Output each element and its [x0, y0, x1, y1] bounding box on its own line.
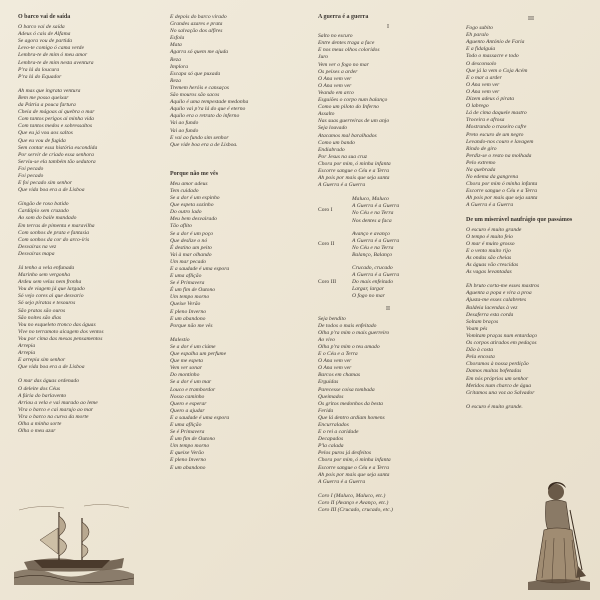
lyric-line: Olha o meu azar — [18, 428, 56, 435]
lyric-line: E pleno Inverno — [170, 457, 207, 464]
lyric-line: Ardeu sem velas nem fronha — [18, 279, 82, 286]
lyric-line: Implora — [170, 63, 189, 70]
column-3-stanza-1 — [318, 33, 458, 189]
lyric-line: São mouros são sacos — [170, 92, 220, 99]
lyric-line: Sem contar essa história escondida — [18, 144, 98, 151]
chorus-line: Nos dentes a faca — [352, 217, 392, 224]
lyric-line: E a saudade é uma espora — [170, 414, 230, 421]
column-2-stanzas — [170, 181, 300, 472]
song-title-1: O barco vai de saída — [18, 14, 71, 20]
lyric-line: O Ana vem ver — [318, 75, 352, 82]
lyric-line: Que espalha um perfume — [170, 351, 227, 358]
woman-figure-engraving-illustration — [524, 470, 594, 590]
lyric-line: De todos o mais enfeitado — [318, 322, 377, 329]
chorus-lines — [352, 231, 458, 259]
chorus-label: Coro II — [318, 241, 335, 248]
lyric-line: Desvairas na vez — [18, 243, 57, 250]
song-title-3: A guerra é a guerra — [318, 14, 369, 20]
lyric-line: Atacamos mal baralhados — [318, 132, 377, 139]
lyric-line: Ah pois por mais que seja santa — [318, 471, 390, 478]
lyric-line: Queimados — [318, 393, 344, 400]
lyric-line: Se é Primavera — [170, 429, 205, 436]
lyric-line: Reza — [170, 56, 181, 63]
lyric-line: O escuro é muito grande — [466, 226, 522, 233]
lyric-line: Pelo extremo — [466, 159, 496, 166]
lyric-line: Ah mas que ingrata ventura — [18, 87, 81, 94]
lyric-line: O mar é muito grosso — [466, 240, 515, 247]
lyric-line: Voam pés — [466, 325, 488, 332]
lyric-line: E um abandono — [170, 464, 206, 471]
lyric-line: Marinho sem vergonha — [18, 272, 70, 279]
lyric-line: Juro — [318, 54, 329, 61]
lyric-line: E arrepia sim senhor — [18, 357, 66, 364]
lyric-line: Ah pois por mais que seja santa — [318, 175, 390, 182]
lyric-line: Vai ao fundo — [170, 127, 199, 134]
lyric-line: Meu amor adeus — [170, 180, 208, 187]
lyric-line: São pratas são ouros — [18, 307, 66, 314]
lyric-line: Por Jesus na sua cruz — [318, 153, 368, 160]
lyric-line: Se agora vou de partida — [18, 38, 73, 45]
chorus-label: Coro III — [318, 279, 337, 286]
lyric-line: Escorre sangue o Céu e a Terra — [318, 464, 390, 471]
stanza — [18, 24, 148, 81]
lyric-line: Decapados — [318, 436, 344, 443]
lyric-line: Ao som do baile mandado — [18, 215, 77, 222]
lyric-line: Chora por mim, ó minha infanta — [318, 160, 391, 167]
lyric-line: Assalto — [318, 111, 335, 118]
lyric-line: Já tenho a vela enfunada — [18, 265, 75, 271]
lyric-line: Pela encosta — [466, 354, 495, 361]
ship-engraving-illustration — [14, 500, 134, 585]
lyric-line: Os corpos atirados em pedaços — [466, 340, 537, 347]
lyric-line: Nosso caminho — [170, 393, 205, 400]
lyric-line: O Ana vem ver — [466, 81, 500, 88]
stanza — [18, 265, 148, 371]
chorus-line: No Céu e na Terra — [352, 210, 394, 217]
lyric-line: Vem ver o fogo no mar — [318, 61, 369, 68]
lyric-line: Um tempo morno — [170, 294, 210, 301]
lyric-line: Lembra-te de mim ó meu amor — [18, 52, 88, 59]
column-4-stanza-5 — [466, 283, 596, 397]
lyric-line: E o vento muito rijo — [466, 247, 511, 254]
stanza — [18, 201, 148, 258]
lyric-line: Que vida boa era a de Lisboa — [18, 364, 85, 371]
lyric-line: Levando-nos couro e lavagem — [466, 138, 534, 145]
lyric-line: E um abandono — [170, 315, 206, 322]
lyric-line: No salvação dos alfires — [170, 28, 223, 35]
stanza — [18, 88, 148, 194]
lyric-line: Mostrando o traseiro cafre — [466, 124, 527, 131]
chorus-block — [318, 196, 458, 224]
lyric-line: E uma aflição — [170, 421, 202, 428]
lyric-line: Quero e esperar — [170, 400, 207, 407]
lyric-line: Veando em arco — [318, 89, 354, 96]
lyric-line: Com tantos perigos ai minha vida — [18, 116, 94, 123]
lyric-line: Escorre sangue o Céu e a Terra — [318, 167, 390, 174]
lyric-line: Um mar pecado — [170, 258, 207, 265]
column-2-top-stanzas — [170, 14, 300, 149]
lyric-line: Esfola — [170, 35, 185, 42]
lyric-line: Salto no escuro — [318, 33, 353, 40]
lyric-line: Damos muitas bofetadas — [466, 368, 522, 375]
lyric-line: Foi pecado — [18, 165, 44, 172]
lyric-line: Barcos em chamas — [318, 372, 361, 379]
lyric-line: Mata — [170, 42, 182, 49]
stanza — [170, 14, 300, 149]
lyric-line: Fogo subito — [466, 25, 493, 32]
lyric-line: Seja bendito — [318, 315, 346, 322]
lyric-line: Vomitam praças num entardaço — [466, 332, 538, 339]
lyric-line: Seja louvado — [318, 125, 348, 132]
lyric-line: É um fim de Outono — [170, 436, 216, 443]
lyric-line: Dão à costa — [466, 347, 494, 354]
column-3-stanza-2 — [318, 316, 458, 486]
lyric-line: O Ana vem ver — [318, 365, 352, 372]
lyric-line: O tempo é muito feio — [466, 233, 513, 240]
lyric-line: Baldeia lacendas à vez — [466, 304, 518, 311]
closing-line: O escuro é muito grande. — [466, 403, 523, 410]
lyric-line: Ah pois por mais que seja santa — [466, 195, 538, 202]
lyric-line: Vou no esqueleto tronco das águas — [18, 321, 96, 328]
chorus-line: Avanço e avanço — [352, 230, 390, 237]
lyric-line: Que vida boa era a de Lisboa — [18, 187, 85, 194]
lyric-line: Troceira e afrosa — [466, 117, 505, 124]
lyric-line: O labrego — [466, 103, 489, 110]
lyric-line: Malestio — [170, 336, 190, 343]
lyric-line: Vira o barco e cai marujo ao mar — [18, 406, 94, 413]
lyric-line: São noites são dias — [18, 314, 62, 321]
lyric-line: O Ana vem ver — [318, 82, 352, 89]
stanza — [170, 181, 300, 330]
lyric-line: E queixe Verão — [170, 450, 204, 457]
lyric-line: Se a dor é um poço — [170, 230, 214, 237]
column-4-stanza-4 — [466, 227, 596, 277]
chorus-line: A Guerra é a Guerra — [352, 203, 400, 210]
lyric-line: Queixe Verão — [170, 301, 201, 308]
lyric-line: Vai à mar olhando — [170, 251, 212, 258]
lyric-line: Bem me posso queixar — [18, 94, 69, 101]
lyric-line: Arrepia — [18, 343, 36, 350]
lyric-line: Escorre sangue o Céu e a Terra — [466, 188, 538, 195]
lyric-line: Dizem adeus ó pirata — [466, 96, 515, 103]
lyric-line: Que eu vou de fugida — [18, 137, 66, 144]
lyric-line: Pelos puros já desfeitos — [318, 450, 372, 457]
lyric-line: Que me espeta — [170, 358, 203, 365]
lyric-line: Adeus ó cais de Alfama — [18, 31, 71, 38]
lyric-line: Olha a minha sorte — [18, 420, 62, 427]
lyric-line: Se a dor é um mar — [170, 379, 212, 386]
column-4 — [466, 14, 596, 411]
lyric-line: Desaferra esta corda — [466, 311, 514, 318]
column-3-choruses — [318, 196, 458, 300]
lyric-line: Lá de cima daquele mastro — [466, 110, 527, 117]
chorus-line: O fogo no mar — [352, 293, 385, 300]
lyric-line: Agarra só quem me ajuda — [170, 49, 229, 56]
lyric-line: Erguidas — [318, 379, 339, 386]
lyric-line: Em terras de pimenta e maravilha — [18, 222, 95, 229]
lyric-line: Reza — [170, 77, 181, 84]
lyric-line: Olha p'ra mim o teu amado — [318, 343, 380, 350]
lyric-line: Quero a ajudar — [170, 407, 205, 414]
lyric-line: Os peixes a arder — [318, 68, 358, 75]
lyric-line: Vem ver sonar — [170, 365, 203, 372]
lyric-line: Que espeta sozinho — [170, 202, 214, 209]
lyric-line: E vai ao fundo sim senhor — [170, 134, 229, 141]
lyric-line: No edema da gangrena — [466, 174, 519, 181]
lyric-line: Arrepia — [18, 350, 36, 357]
lyric-line: Aquilo era o retrato do inferno — [170, 113, 240, 120]
lyric-line: E a fidalguia — [466, 46, 496, 53]
lyric-line: Entre dentes traga a face — [318, 40, 375, 47]
lyric-line: Que vide boa era a de Lisboa. — [170, 141, 238, 148]
section-numeral-1: I — [387, 24, 389, 31]
lyric-line: Chora por mim ó minha infanta — [466, 181, 538, 188]
lyric-line: Arriou a vela e vai murado ao leme — [18, 399, 98, 406]
lyric-line: Porque não me vês — [170, 322, 213, 329]
lyric-line: Encurralados — [318, 421, 349, 428]
lyric-line: Na quebrada — [466, 166, 496, 173]
lyric-line: Do outro lado — [170, 209, 202, 216]
lyric-line: Ao vivo — [318, 336, 335, 343]
lyric-line: P'ra lá da loucura — [18, 66, 60, 73]
chorus-reference: Coro III (Crucado, crucado, etc.) — [318, 507, 393, 513]
lyric-line: Rindo de giro — [466, 145, 497, 152]
lyric-line: Foi pecado — [18, 172, 44, 179]
lyric-line: E pleno Inverno — [170, 308, 207, 315]
lyric-line: A Guerra é a Guerra — [318, 478, 366, 485]
lyric-line: Perdiz-se o resto na molhada — [466, 152, 532, 159]
lyric-line: Levo-te comigo ó cama verde — [18, 45, 84, 52]
lyric-line: Escapa só que puxada — [170, 70, 221, 77]
lyric-line: Só vejo cores ai que desvario — [18, 293, 84, 300]
lyric-line: Que lá dentro ardiam homens — [318, 414, 385, 421]
lyric-line: Tremem heróis e cansaços — [170, 84, 229, 91]
lyric-line: Soltam braços — [466, 318, 499, 325]
lyric-line: As águas vão crescidas — [466, 262, 519, 269]
lyric-line: A fúria do barlavento — [18, 392, 67, 399]
lyric-line: Como um bando — [318, 139, 355, 146]
chorus-reference: Coro I (Maluco, Maluco, etc.) — [318, 492, 386, 499]
lyric-line: Se é Primavera — [170, 280, 205, 287]
lyric-line: Esguiões o corpo num balanço — [318, 97, 388, 104]
lyric-line: E depois do barco virado — [170, 14, 227, 20]
lyric-line: O mar das águas ordenado — [18, 378, 80, 385]
lyric-line: Em nós próprios um senhor — [466, 375, 529, 382]
song-title-2: Porque não me vês — [170, 170, 219, 177]
lyric-line: Gritamos una voz ao Salvador — [466, 389, 535, 396]
lyric-line: O desconsolo — [466, 60, 497, 67]
lyric-line: Aguento António de Faria — [466, 39, 525, 46]
chorus-block — [318, 231, 458, 259]
lyric-line: E nos meus olhos coloridos — [318, 47, 380, 54]
chorus-line: Crucado, crucado — [352, 265, 393, 271]
lyric-line: Por servir de criado essa senhora — [18, 151, 94, 158]
lyric-line: Só sejo piratas e tesouros — [18, 300, 76, 307]
stanza — [170, 337, 300, 472]
stanza — [18, 378, 148, 435]
lyric-line: O Ana vem ver — [466, 88, 500, 95]
lyric-line: Eh paralo — [466, 32, 489, 39]
lyric-line: O Ana vem ver — [318, 358, 352, 365]
chorus-lines — [352, 196, 458, 224]
lyric-line: Tão aflito — [170, 223, 192, 230]
lyric-line: Vou por cima das mesas pensamentos — [18, 335, 103, 342]
lyric-line: Aquilo é uma tempestade medonha — [170, 99, 249, 106]
column-4-stanza-3 — [466, 25, 596, 209]
lyric-line: P'la calada — [318, 443, 344, 450]
chorus-line: No Céu e na Terra — [352, 244, 394, 251]
lyric-line: Aquilo vai p'ra lá do que é eterno — [170, 106, 246, 113]
lyric-line: Cardápio sem cruzado — [18, 208, 69, 215]
lyric-line: Eh bruto corta-me esses mastros — [466, 283, 540, 290]
lyric-line: O deleite dos Céus — [18, 385, 61, 392]
lyric-line: Com sonhos da cor do arco-íris — [18, 236, 90, 243]
lyric-line: Chora por mim, ó minha infanta — [318, 457, 391, 464]
chorus-line: Maluco, Maluco — [352, 196, 389, 203]
lyric-line: E uma aflição — [170, 273, 202, 280]
chorus-reference: Coro II (Avanço e Avanço, etc.) — [318, 499, 389, 506]
lyric-line: E o rei a caridade — [318, 429, 359, 436]
column-3-chorus-refs — [318, 493, 458, 514]
lyric-line: É destino um peito — [170, 244, 212, 251]
chorus-block — [318, 265, 458, 300]
lyric-line: As vagas levantadas — [466, 269, 512, 276]
lyric-line: E o Céu e a Terra — [318, 351, 358, 358]
lyric-line: Ferida — [318, 407, 334, 414]
lyric-line: P'ra lá do Equador — [18, 73, 62, 80]
lyric-line: Se a dor é um ciúme — [170, 343, 216, 350]
lyric-line: Ajusta-me esses calabretes — [466, 297, 527, 304]
lyric-line: Nas suas guerreiras de um anjo — [318, 118, 390, 125]
lyric-line: Preto escuro de um negro — [466, 131, 524, 138]
lyric-line: Choramos à nossa perdição — [466, 361, 529, 368]
lyric-line: A Guerra é a Guerra — [466, 202, 514, 209]
lyric-line: Parecesse coisa tombada — [318, 386, 375, 393]
lyric-line: Cheia de mágoas ai quebra o mar — [18, 109, 95, 116]
chorus-line: A Guerra é a Guerra — [352, 272, 400, 279]
lyric-line: E a saudade é uma espora — [170, 266, 230, 272]
lyric-line: A Guerra é a Guerra — [318, 182, 366, 189]
chorus-line: Balanço, Balanço — [352, 251, 393, 258]
section-numeral-3: III — [528, 16, 534, 22]
lyric-line: Gingão de roxo batido — [18, 201, 69, 208]
column-3 — [318, 14, 458, 514]
lyric-line: Que já la vem o Coja Acém — [466, 67, 528, 74]
lyric-line: Com sonhos de prata e fantasia — [18, 229, 90, 236]
lyric-line: As ondas são cheias — [466, 255, 512, 261]
lyric-line: Se a dor é um espinho — [170, 195, 220, 202]
lyric-line: E foi pecado sim senhor — [18, 180, 73, 187]
lyric-line: Todo o massacre e todo — [466, 53, 519, 60]
lyric-line: Vive no terramoto aicagem dos ventos — [18, 328, 104, 335]
lyric-line: Um tempo morno — [170, 443, 210, 450]
chorus-line: Do mais enfeitado — [352, 279, 394, 286]
lyric-line: Aguenta a popa e vira a proa — [466, 290, 532, 297]
lyric-line: Vira o barco na curva da morte — [18, 413, 89, 420]
lyric-line: Serviu-se ela também tão sedutora — [18, 158, 96, 165]
lyric-line: Desvairas mapa — [18, 250, 55, 257]
chorus-lines — [352, 265, 458, 300]
lyric-line: Endiabrado — [318, 146, 345, 153]
lyric-line: Que eu já vou aos saltos — [18, 130, 73, 137]
lyric-line: Grandes azares e prata — [170, 21, 223, 28]
lyric-line: Lembra-te de mim nesta aventura — [18, 59, 94, 66]
lyric-line: O barco vai de saída — [18, 24, 65, 31]
lyric-line: Os gritos medonhos da besta — [318, 400, 383, 407]
chorus-line: A Guerra é a Guerra — [352, 237, 400, 244]
lyric-line: Louco e trambordor — [170, 386, 216, 393]
lyric-line: Tem cuidado — [170, 187, 199, 194]
lyric-line: Vai ao fundo — [170, 120, 199, 127]
column-1-stanzas — [18, 24, 148, 435]
lyric-line: Do montinho — [170, 372, 200, 379]
lyric-line: Com tantos medos e sobressaltos — [18, 123, 93, 130]
lyric-line: Vou de viagem já que largado — [18, 286, 85, 293]
section-numeral-2: II — [386, 306, 390, 313]
lyric-line: da Pátria a pouca fartura — [18, 102, 76, 109]
lyric-line: É um fim de Outono — [170, 287, 216, 294]
chorus-line: Largar, largar — [352, 286, 384, 293]
lyric-line: E o mar a arder — [466, 74, 502, 81]
chorus-label: Coro I — [318, 206, 333, 213]
lyric-line: Olha p'ra mim o mais guerreiro — [318, 329, 390, 336]
column-2 — [170, 14, 300, 479]
song-title-4: De um miserável naufrágio que passámos — [466, 216, 573, 223]
lyric-line: Como um piloto do Inferno — [318, 104, 379, 111]
lyric-line: Meu bem desvairado — [170, 216, 217, 223]
lyric-line: Que deslize o nó — [170, 237, 208, 244]
column-1 — [18, 14, 148, 442]
lyric-line: Metidos num charco de água — [466, 382, 532, 389]
